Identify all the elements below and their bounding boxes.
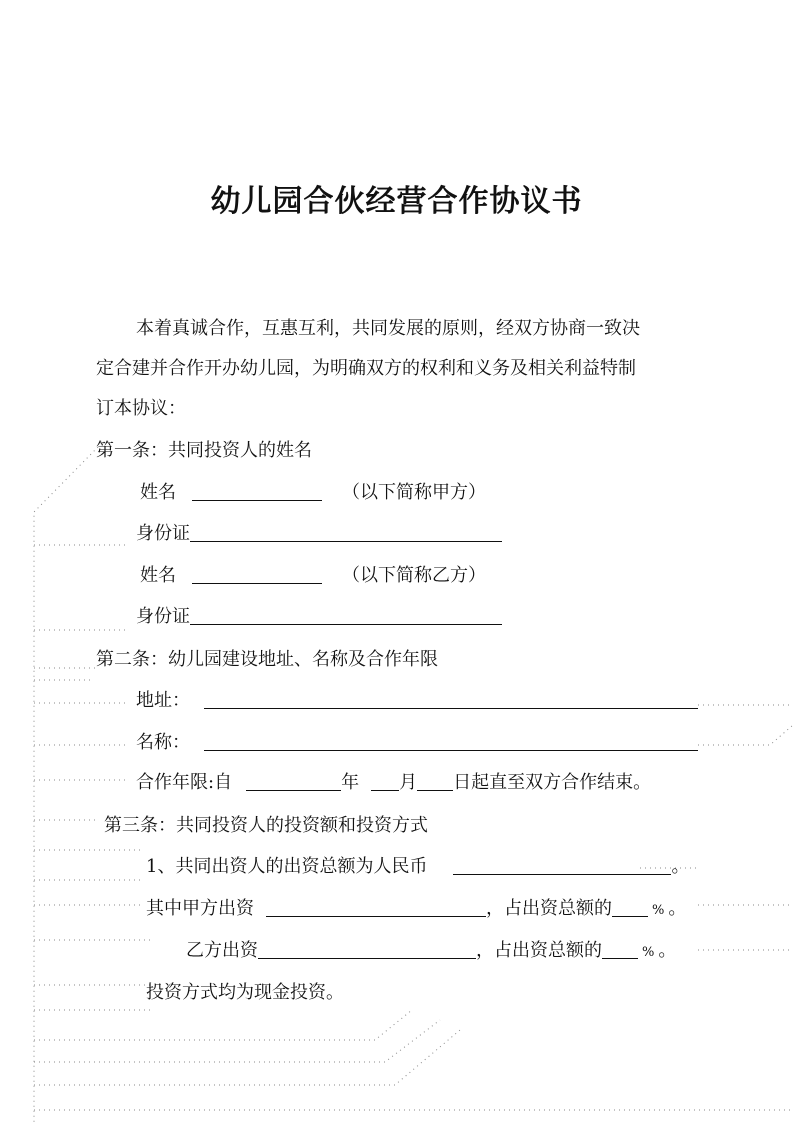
preamble-line-1: 本着真诚合作，互惠互利，共同发展的原则，经双方协商一致决: [136, 318, 640, 339]
total-investment-row: [146, 854, 689, 880]
address-label: 地址：: [136, 690, 190, 711]
percent-sign: %: [652, 903, 665, 918]
party-a-id-field[interactable]: [190, 522, 502, 542]
article-3-heading: 第三条：共同投资人的投资额和投资方式: [104, 815, 428, 836]
term-suffix: 日起直至双方合作结束。: [453, 772, 652, 793]
term-year-field[interactable]: [246, 771, 341, 791]
party-a-investment-row: [146, 896, 686, 924]
term-day-field[interactable]: [417, 771, 453, 791]
total-investment-label: 1、共同出资人的出资总额为人民币: [146, 856, 428, 877]
party-a-name-field[interactable]: [192, 481, 322, 501]
kindergarten-name-field[interactable]: [204, 731, 698, 751]
month-label: 月: [399, 772, 418, 793]
party-a-name-row: [140, 480, 486, 506]
party-b-id-row: [136, 604, 502, 630]
party-b-investment-label: 乙方出资: [186, 940, 258, 961]
article-1-heading: 第一条：共同投资人的姓名: [96, 440, 312, 461]
party-a-id-row: [136, 521, 502, 547]
period: 。: [668, 898, 687, 919]
party-a-suffix: （以下简称甲方）: [342, 482, 486, 503]
total-investment-field[interactable]: [453, 855, 671, 875]
party-a-share-field[interactable]: [612, 897, 648, 917]
address-row: [136, 688, 698, 714]
name-label: 姓名: [140, 482, 176, 503]
party-b-suffix: （以下简称乙方）: [342, 565, 486, 586]
address-field[interactable]: [204, 689, 698, 709]
party-b-name-field[interactable]: [192, 564, 322, 584]
term-row: [136, 770, 651, 796]
party-b-name-row: [140, 563, 486, 589]
kindergarten-name-label: 名称：: [136, 732, 190, 753]
party-b-investment-row: [186, 938, 676, 966]
name-label: 姓名: [140, 565, 176, 586]
party-a-investment-field[interactable]: [266, 897, 486, 917]
share-label: ，占出资总额的: [486, 898, 612, 919]
kindergarten-name-row: [136, 730, 698, 756]
preamble-line-3: 订本协议：: [96, 398, 186, 419]
year-label: 年: [341, 772, 360, 793]
party-b-investment-field[interactable]: [258, 939, 476, 959]
party-a-investment-label: 其中甲方出资: [146, 898, 254, 919]
party-b-id-field[interactable]: [190, 605, 502, 625]
term-prefix: 合作年限:自: [136, 772, 233, 793]
party-b-share-field[interactable]: [602, 939, 638, 959]
id-label: 身份证: [136, 523, 190, 544]
period: 。: [658, 940, 677, 961]
article-2-heading: 第二条：幼儿园建设地址、名称及合作年限: [96, 649, 438, 670]
investment-method: 投资方式均为现金投资。: [146, 982, 344, 1003]
term-month-field[interactable]: [371, 771, 399, 791]
document-title: 幼儿园合伙经营合作协议书: [210, 184, 583, 219]
percent-sign: %: [642, 945, 655, 960]
share-label: ，占出资总额的: [476, 940, 602, 961]
id-label: 身份证: [136, 606, 190, 627]
preamble-line-2: 定合建并合作开办幼儿园，为明确双方的权利和义务及相关利益特制: [96, 358, 636, 379]
period: 。: [671, 856, 690, 877]
